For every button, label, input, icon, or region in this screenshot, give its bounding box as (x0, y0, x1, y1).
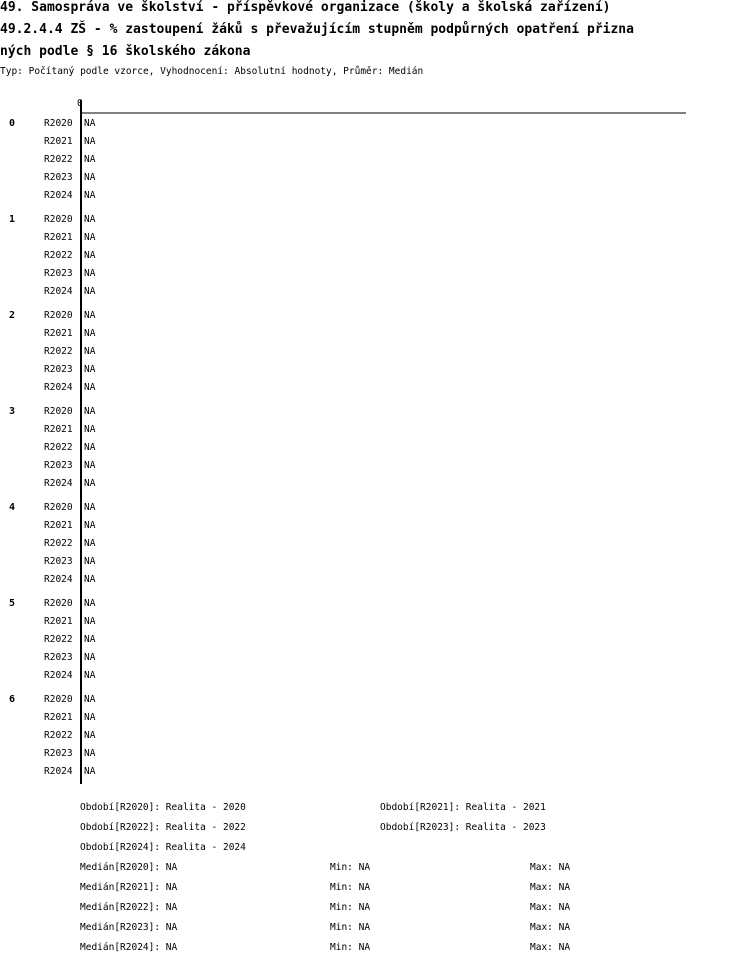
data-label: NA (84, 154, 96, 165)
series-tick-label: R2020 (44, 406, 73, 417)
data-label: NA (84, 556, 96, 567)
group-label: 0 (9, 118, 16, 129)
group-label: 5 (9, 598, 16, 609)
series-tick-label: R2024 (44, 574, 73, 585)
series-tick-label: R2020 (44, 502, 73, 513)
data-label: NA (84, 598, 96, 609)
legend-period-r2023: Období[R2023]: Realita - 2023 (380, 822, 546, 833)
series-tick-label: R2021 (44, 712, 73, 723)
data-label: NA (84, 502, 96, 513)
data-label: NA (84, 634, 96, 645)
series-tick-label: R2023 (44, 268, 73, 279)
data-label: NA (84, 712, 96, 723)
series-tick-label: R2022 (44, 154, 73, 165)
stat-max-r2024: Max: NA (530, 942, 571, 953)
group-label: 2 (9, 310, 16, 321)
legend-period-r2020: Období[R2020]: Realita - 2020 (80, 802, 246, 813)
stat-min-r2024: Min: NA (330, 942, 371, 953)
stat-median-r2021: Medián[R2021]: NA (80, 882, 178, 893)
data-label: NA (84, 406, 96, 417)
series-tick-label: R2022 (44, 250, 73, 261)
data-label: NA (84, 442, 96, 453)
data-label: NA (84, 748, 96, 759)
data-label: NA (84, 214, 96, 225)
series-tick-label: R2023 (44, 652, 73, 663)
stat-max-r2023: Max: NA (530, 922, 571, 933)
group-label: 1 (9, 214, 16, 225)
stat-median-r2020: Medián[R2020]: NA (80, 862, 178, 873)
data-label: NA (84, 364, 96, 375)
data-label: NA (84, 424, 96, 435)
series-tick-label: R2020 (44, 310, 73, 321)
legend-period-r2024: Období[R2024]: Realita - 2024 (80, 842, 246, 853)
legend-period-r2022: Období[R2022]: Realita - 2022 (80, 822, 246, 833)
data-label: NA (84, 268, 96, 279)
data-label: NA (84, 250, 96, 261)
series-tick-label: R2024 (44, 190, 73, 201)
series-tick-label: R2021 (44, 616, 73, 627)
data-label: NA (84, 670, 96, 681)
series-tick-label: R2022 (44, 346, 73, 357)
series-tick-label: R2024 (44, 670, 73, 681)
stat-median-r2023: Medián[R2023]: NA (80, 922, 178, 933)
data-label: NA (84, 346, 96, 357)
chart-subtitle: Typ: Počítaný podle vzorce, Vyhodnocení: Absolutní hodnoty, Průměr: Medián (0, 66, 424, 77)
data-label: NA (84, 310, 96, 321)
stat-max-r2021: Max: NA (530, 882, 571, 893)
data-label: NA (84, 730, 96, 741)
data-label: NA (84, 232, 96, 243)
data-label: NA (84, 286, 96, 297)
stat-max-r2020: Max: NA (530, 862, 571, 873)
data-label: NA (84, 190, 96, 201)
data-label: NA (84, 694, 96, 705)
group-label: 6 (9, 694, 16, 705)
series-tick-label: R2020 (44, 598, 73, 609)
series-tick-label: R2022 (44, 538, 73, 549)
series-tick-label: R2021 (44, 328, 73, 339)
chart-title-line-3: ných podle § 16 školského zákona (0, 44, 251, 59)
data-label: NA (84, 460, 96, 471)
data-label: NA (84, 766, 96, 777)
series-tick-label: R2021 (44, 136, 73, 147)
stat-min-r2020: Min: NA (330, 862, 371, 873)
data-label: NA (84, 118, 96, 129)
data-label: NA (84, 574, 96, 585)
series-tick-label: R2021 (44, 232, 73, 243)
series-tick-label: R2024 (44, 382, 73, 393)
stat-min-r2021: Min: NA (330, 882, 371, 893)
data-label: NA (84, 328, 96, 339)
stat-min-r2022: Min: NA (330, 902, 371, 913)
series-tick-label: R2024 (44, 478, 73, 489)
series-tick-label: R2023 (44, 364, 73, 375)
series-tick-label: R2020 (44, 694, 73, 705)
x-tick-label: 0 (77, 98, 83, 109)
data-label: NA (84, 172, 96, 183)
data-label: NA (84, 136, 96, 147)
legend-period-r2021: Období[R2021]: Realita - 2021 (380, 802, 546, 813)
data-label: NA (84, 382, 96, 393)
series-tick-label: R2021 (44, 424, 73, 435)
group-label: 4 (9, 502, 16, 513)
series-tick-label: R2022 (44, 634, 73, 645)
stat-median-r2022: Medián[R2022]: NA (80, 902, 178, 913)
data-label: NA (84, 652, 96, 663)
series-tick-label: R2023 (44, 172, 73, 183)
series-tick-label: R2020 (44, 214, 73, 225)
series-tick-label: R2022 (44, 442, 73, 453)
data-label: NA (84, 478, 96, 489)
series-tick-label: R2024 (44, 766, 73, 777)
series-tick-label: R2023 (44, 556, 73, 567)
group-label: 3 (9, 406, 16, 417)
stat-max-r2022: Max: NA (530, 902, 571, 913)
data-label: NA (84, 538, 96, 549)
series-tick-label: R2023 (44, 460, 73, 471)
series-tick-label: R2021 (44, 520, 73, 531)
chart-title-line-1: 49. Samospráva ve školství - příspěvkové organizace (školy a školská zařízení) (0, 0, 611, 15)
series-tick-label: R2024 (44, 286, 73, 297)
series-tick-label: R2022 (44, 730, 73, 741)
data-label: NA (84, 520, 96, 531)
stat-median-r2024: Medián[R2024]: NA (80, 942, 178, 953)
series-tick-label: R2023 (44, 748, 73, 759)
data-label: NA (84, 616, 96, 627)
series-tick-label: R2020 (44, 118, 73, 129)
stat-min-r2023: Min: NA (330, 922, 371, 933)
chart-title-line-2: 49.2.4.4 ZŠ - % zastoupení žáků s převažujícím stupněm podpůrných opatření přizna (0, 22, 634, 37)
